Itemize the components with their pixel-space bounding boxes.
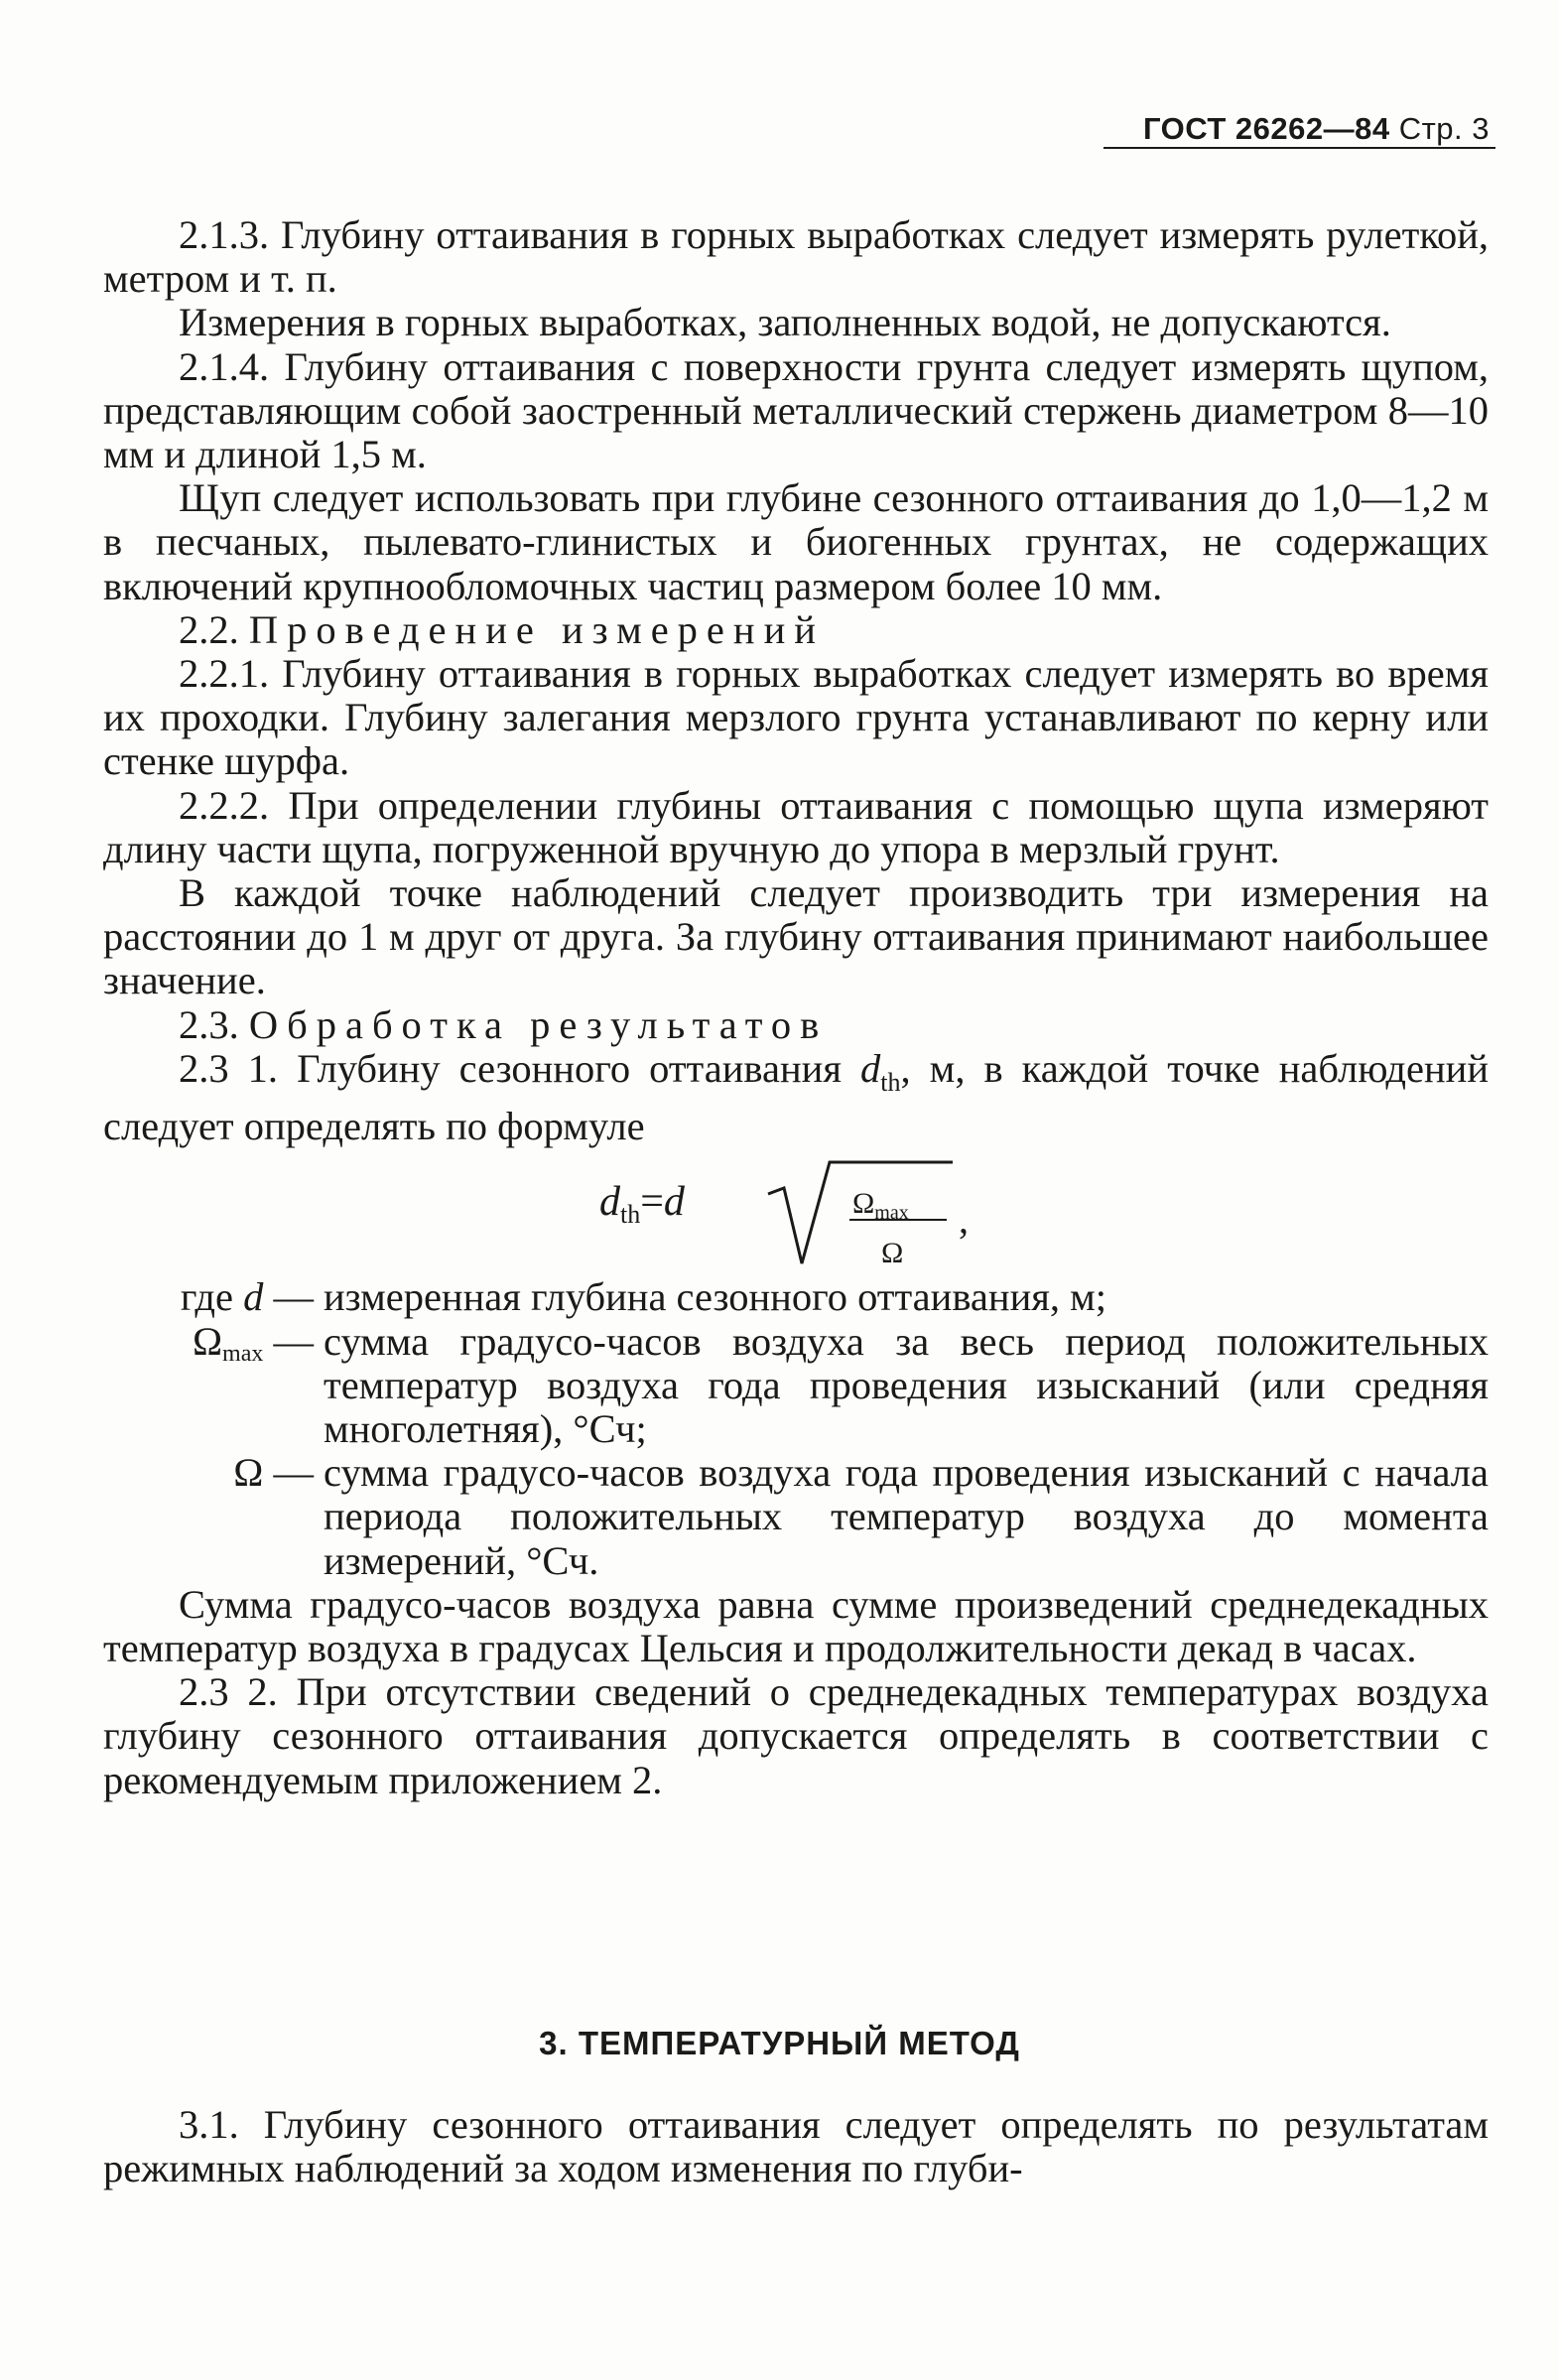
paragraph-2-1-4-probe: Щуп следует использовать при глубине сезонного оттаивания до 1,0—1,2 м в песчаных, пылевато-глинистых и биогенных грунтах, не содержащих включений крупнообломочных частиц размером более 10 мм.: [103, 475, 1489, 608]
definition-omega-max: [103, 1320, 1489, 1452]
page-header: [1143, 111, 1490, 147]
paragraph-2-3-1-end: , м, в каждой точке наблюдений следует определять по формуле: [103, 1045, 1489, 1149]
paragraph-2-1-3: 2.1.3. Глубину оттаивания в горных выработках следует измерять рулеткой, метром и т. п.: [103, 212, 1489, 302]
definition-omega: [103, 1451, 1489, 1583]
header-rule: [1104, 147, 1495, 149]
paragraph-2-3-1: [103, 1047, 1489, 1149]
formula-denominator: Ω: [881, 1237, 904, 1270]
paragraph-2-2-2: 2.2.2. При определении глубины оттаивания с помощью щупа измеряют длину части щупа, погруженной вручную до упора в мерзлый грунт.: [103, 782, 1489, 871]
section-2-3-heading: [103, 1003, 1489, 1047]
definition-subscript: max: [222, 1340, 264, 1367]
paragraph-degree-hours: Сумма градусо-часов воздуха равна сумме произведений среднедекадных температур воздуха в градусах Цельсия и продолжительности декад в часах.: [103, 1581, 1489, 1670]
definition-symbol: Ω: [192, 1318, 223, 1364]
section-3-title: 3. ТЕМПЕРАТУРНЫЙ МЕТОД: [539, 2025, 1020, 2061]
page-number: Стр. 3: [1398, 111, 1490, 146]
formula-d-th: d: [599, 1179, 620, 1226]
paragraph-2-2-2-measurements: В каждой точке наблюдений следует производить три измерения на расстоянии до 1 м друг от друга. За глубину оттаивания принимают наибольшее значение.: [103, 870, 1489, 1003]
definition-text: сумма градусо-часов воздуха за весь период положительных температур воздуха года проведения изысканий (или средняя многолетняя), °Сч;: [324, 1318, 1489, 1451]
definition-text: сумма градусо-часов воздуха года проведения изысканий с начала периода положительных температур воздуха до момента измерений, °Сч.: [324, 1450, 1489, 1583]
section-2-2-heading: [103, 608, 1489, 652]
definition-symbol: Ω: [233, 1450, 264, 1496]
main-text: [103, 213, 1489, 1802]
definition-dash: —: [263, 1274, 314, 1320]
formula-numerator: [852, 1182, 909, 1235]
formula-comma: ,: [959, 1197, 969, 1243]
definition-dash: —: [263, 1450, 314, 1496]
formula-d: d: [663, 1179, 685, 1226]
formula-equals: =: [640, 1179, 664, 1226]
variable-definitions: [103, 1275, 1489, 1582]
paragraph-2-1-3-note: Измерения в горных выработках, заполненных водой, не допускаются.: [179, 300, 1391, 345]
section-3-text: [103, 2103, 1489, 2190]
paragraph-3-1: 3.1. Глубину сезонного оттаивания следует определять по результатам режимных наблюдений за ходом изменения по глуби-: [103, 2102, 1489, 2191]
omega-max-symbol: Ω: [852, 1187, 875, 1221]
paragraph-2-3-2: 2.3 2. При отсутствии сведений о среднедекадных температурах воздуха глубину сезонного оттаивания допускается определять в соответствии с рекомендуемым приложением 2.: [103, 1669, 1489, 1802]
omega-max-subscript: max: [874, 1202, 909, 1225]
definition-text: измеренная глубина сезонного оттаивания, м;: [324, 1274, 1106, 1320]
section-2-2-number: 2.2.: [179, 606, 239, 652]
definition-d: [103, 1275, 1489, 1319]
formula-th-subscript: th: [620, 1200, 641, 1230]
standard-code: ГОСТ 26262—84: [1142, 111, 1390, 146]
where-prefix: где: [180, 1274, 244, 1320]
symbol-d: d: [860, 1045, 881, 1091]
definition-dash: —: [263, 1318, 314, 1364]
formula-lhs: [599, 1180, 685, 1237]
definition-symbol: d: [243, 1274, 264, 1320]
section-2-3-title: Обработка результатов: [248, 1001, 829, 1047]
paragraph-2-3-1-start: 2.3 1. Глубину сезонного оттаивания: [179, 1045, 861, 1091]
paragraph-2-1-4: 2.1.4. Глубину оттаивания с поверхности грунта следует измерять щупом, представляющим собой заостренный металлический стержень диаметром 8—10 мм и длиной 1,5 м.: [103, 343, 1489, 477]
section-2-3-number: 2.3.: [179, 1001, 239, 1047]
paragraph-2-2-1: 2.2.1. Глубину оттаивания в горных выработках следует измерять во время их проходки. Глубину залегания мерзлого грунта устанавливают по керну или стенке шурфа.: [103, 651, 1489, 784]
symbol-th-subscript: th: [880, 1067, 901, 1097]
section-2-2-title: Проведение измерений: [248, 606, 825, 652]
thaw-depth-formula: [103, 1154, 1489, 1271]
